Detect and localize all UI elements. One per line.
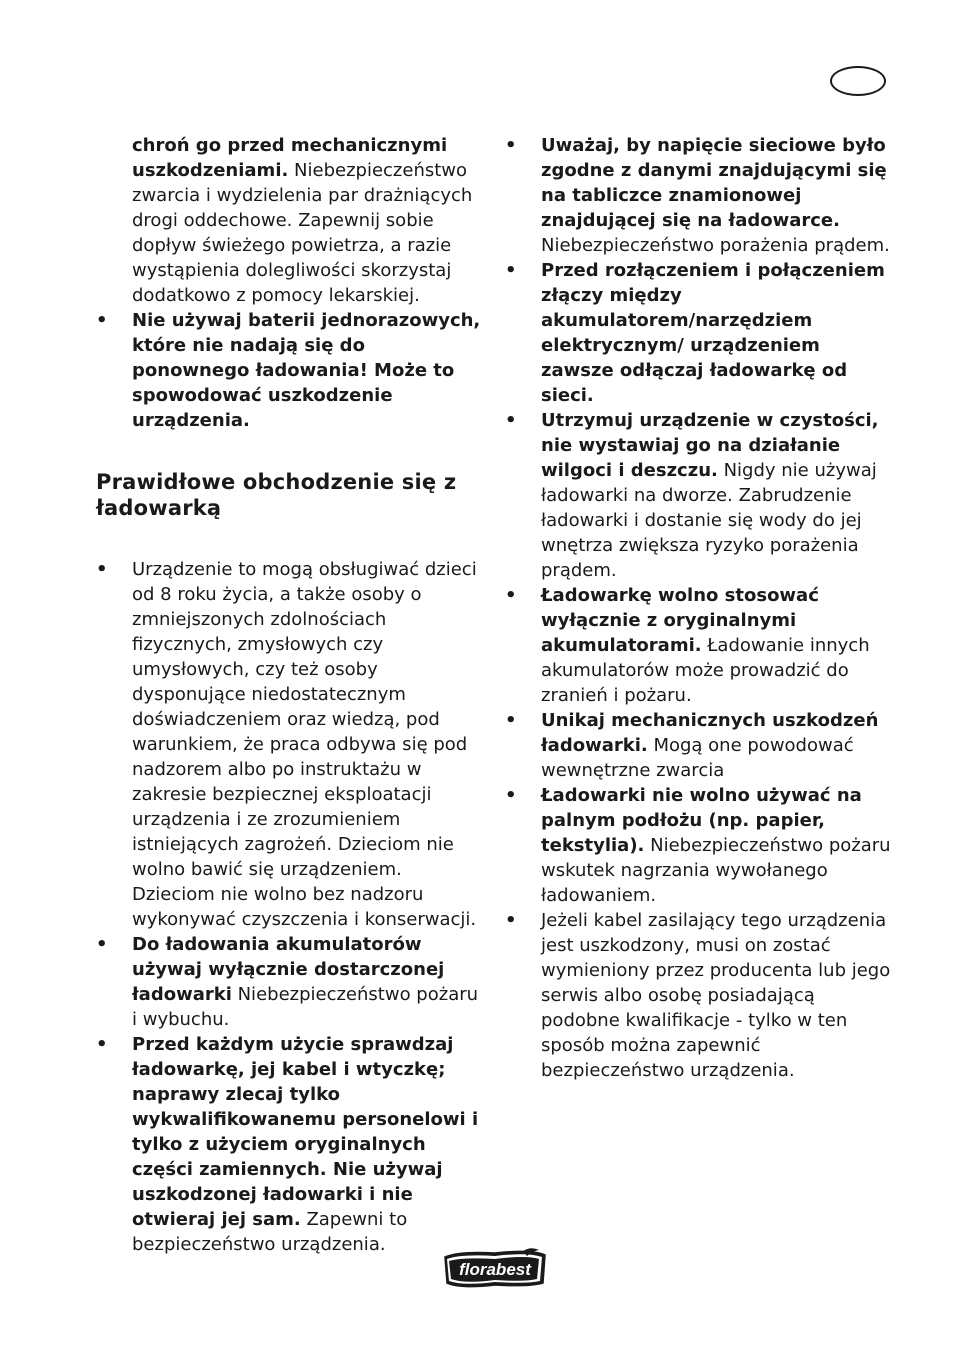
item-bold-text: Przed każdym użycie sprawdzaj ładowarkę, jej kabel i wtyczkę; naprawy zlecaj tylko wykwalifikowanemu personelowi i tylko z użyciem oryginalnych części zamiennych. Nie używaj uszkodzonej ładowarki i nie otwieraj jej sam.: [132, 1034, 479, 1230]
bullet-icon: [505, 708, 525, 733]
florabest-logo-icon: [439, 1247, 551, 1289]
item-text: Jeżeli kabel zasilający tego urządzenia jest uszkodzony, musi on zostać wymieniony przez producenta lub jego serwis albo osobę posiadającą podobne kwalifikacje - tylko w ten sposób można zapewnić bezpieczeństwo urządzenia.: [541, 910, 891, 1081]
bullet-icon: [96, 557, 116, 582]
item-text: Niebezpieczeństwo zwarcia i wydzielenia par drażniących drogi oddechowe. Zapewnij sobie dopływ świeżego powietrza, a razie wystąpienia dolegliwości skorzystaj dodatkowo z pomocy lekarskiej.: [132, 160, 473, 306]
bullet-icon: [505, 408, 525, 433]
bullet-icon: [96, 308, 116, 333]
list-item: [96, 932, 488, 1032]
item-text: Niebezpieczeństwo pożaru wskutek nagrzania wywołanego ładowaniem.: [541, 835, 891, 906]
list-item: [505, 408, 897, 583]
list-item: [505, 583, 897, 708]
item-text: Mogą one powodować wewnętrzne zwarcia: [541, 735, 854, 781]
item-bold-text: chroń go przed mechanicznymi uszkodzeniami.: [132, 135, 448, 181]
list-item-continued: [96, 133, 488, 308]
item-text: Ładowanie innych akumulatorów może prowadzić do zranień i pożaru.: [541, 635, 870, 706]
bullet-icon: [505, 908, 525, 933]
item-bold-text: Do ładowania akumulatorów używaj wyłącznie dostarczonej ładowarki: [132, 934, 445, 1005]
logo-text: florabest: [459, 1260, 531, 1279]
language-badge: [830, 66, 886, 96]
item-bold-text: Uważaj, by napięcie sieciowe było zgodne z danymi znajdującymi się na tabliczce znamionowej znajdującej się na ładowarce.: [541, 135, 887, 231]
item-text: Zapewni to bezpieczeństwo urządzenia.: [132, 1209, 408, 1255]
item-text: Niebezpieczeństwo porażenia prądem.: [541, 235, 890, 256]
right-column: [505, 133, 897, 1083]
list-item: [505, 783, 897, 908]
bullet-icon: [505, 783, 525, 808]
item-bold-text: Unikaj mechanicznych uszkodzeń ładowarki.: [541, 710, 879, 756]
bullet-icon: [505, 258, 525, 283]
item-bold-text: Nie używaj baterii jednorazowych, które nie nadają się do ponownego ładowania! Może to spowodować uszkodzenie urządzenia.: [132, 310, 481, 431]
item-bold-text: Ładowarki nie wolno używać na palnym podłożu (np. papier, tekstylia).: [541, 785, 862, 856]
bullet-icon: [505, 583, 525, 608]
left-column: [96, 133, 488, 1257]
item-text: Nigdy nie używaj ładowarki na dworze. Zabrudzenie ładowarki i dostanie się wody do jej wnętrza zwiększa ryzyko porażenia prądem.: [541, 460, 877, 581]
item-bold-text: Utrzymuj urządzenie w czystości, nie wystawiaj go na działanie wilgoci i deszczu.: [541, 410, 879, 481]
item-text: Niebezpieczeństwo pożaru i wybuchu.: [132, 984, 479, 1030]
list-item: [505, 133, 897, 258]
item-text: Urządzenie to mogą obsługiwać dzieci od 8 roku życia, a także osoby o zmniejszonych zdolnościach fizycznych, zmysłowych czy umysłowych, czy też osoby dysponujące niedostatecznym doświadczeniem oraz wiedzą, pod warunkiem, że praca odbywa się pod nadzorem albo po instruktażu w zakresie bezpiecznej eksploatacji urządzenia i ze zrozumieniem istniejących zagrożeń. Dzieciom nie wolno bawić się urządzeniem. Dzieciom nie wolno bez nadzoru wykonywać czyszczenia i konserwacji.: [132, 559, 477, 930]
list-item: [96, 557, 488, 932]
list-item: [96, 308, 488, 433]
item-bold-text: Przed rozłączeniem i połączeniem złączy między akumulatorem/narzędziem elektrycznym/ urządzeniem zawsze odłączaj ładowarkę od sieci.: [541, 260, 885, 406]
list-item: [96, 1032, 488, 1257]
list-item: [505, 258, 897, 408]
list-item: [505, 708, 897, 783]
item-bold-text: Ładowarkę wolno stosować wyłącznie z oryginalnymi akumulatorami.: [541, 585, 819, 656]
bullet-icon: [96, 1032, 116, 1057]
bullet-icon: [505, 133, 525, 158]
list-item: [505, 908, 897, 1083]
bullet-icon: [96, 932, 116, 957]
section-heading: Prawidłowe obchodzenie się z ładowarką: [96, 470, 457, 520]
